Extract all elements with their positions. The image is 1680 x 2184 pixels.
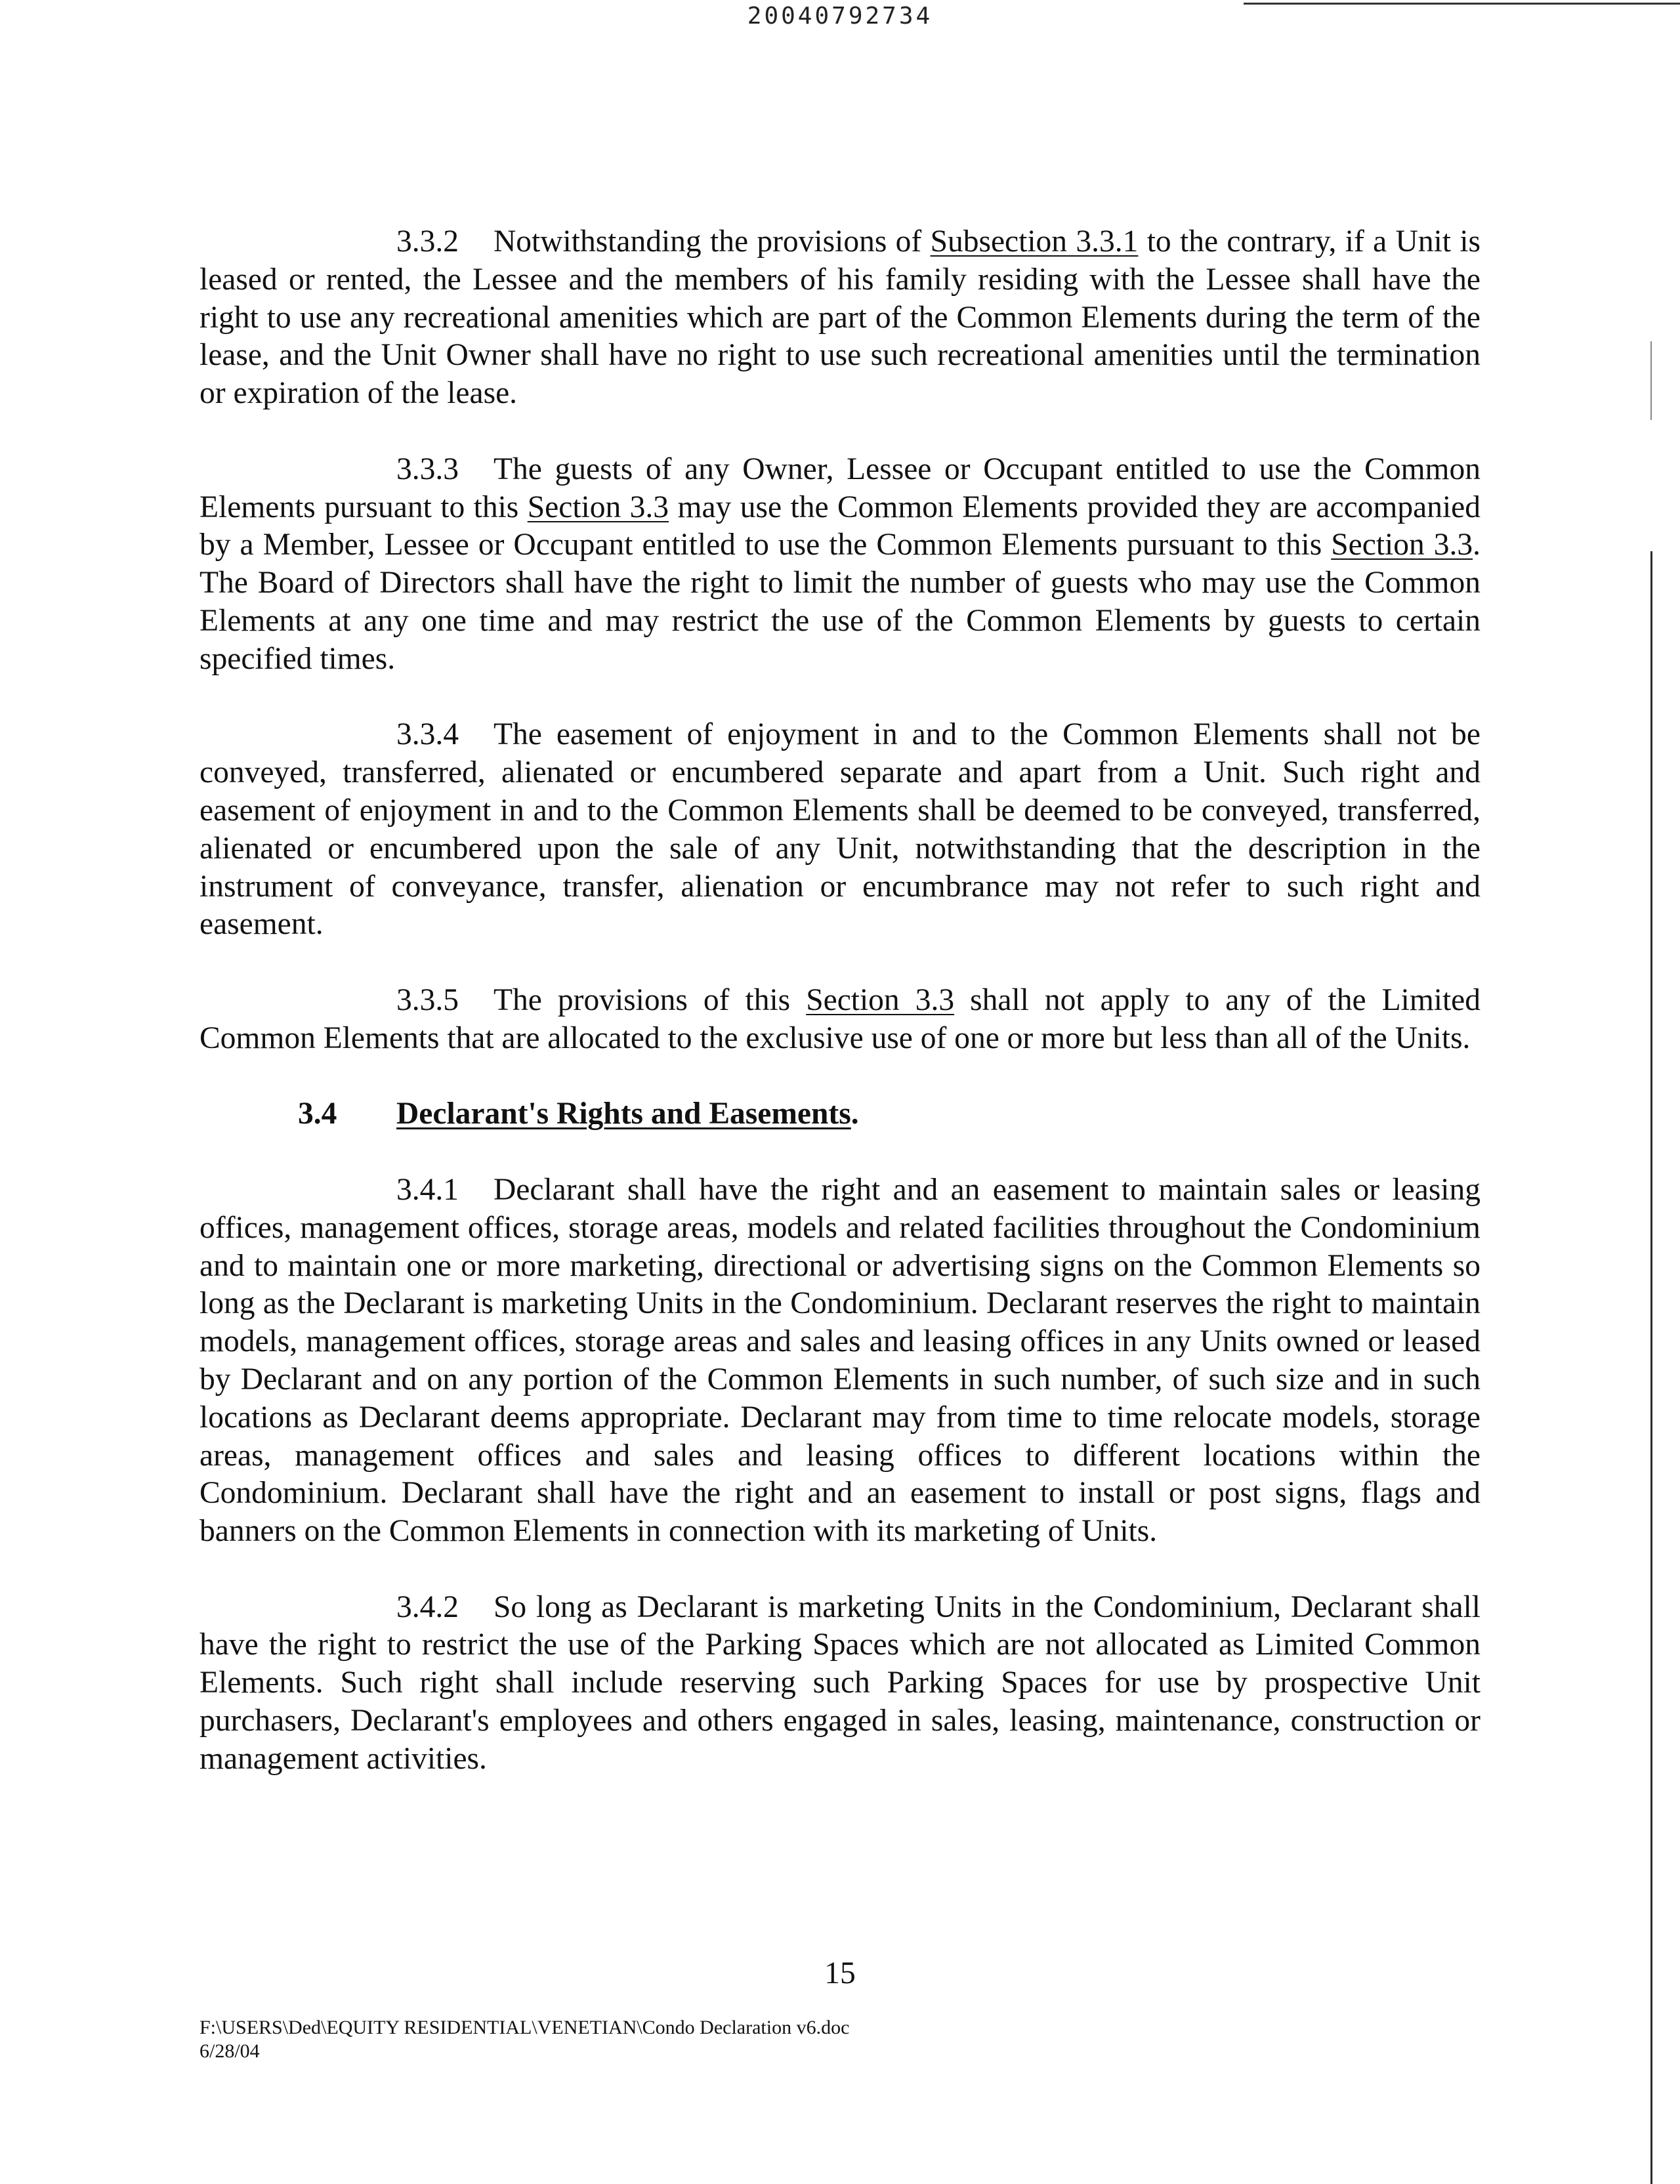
section-reference: Section 3.3 (806, 982, 955, 1017)
paragraph-3-3-3: 3.3.3 The guests of any Owner, Lessee or Occupant entitled to use the Common Elements pursuant to this Section 3.3 may use the Common Elements provided they are accompanied by a Member, Lessee or Occupant entitled to use the Common Elements pursuant to this Section 3.3. The Board of Directors shall have the right to limit the number of guests who may use the Common Elements at any one time and may restrict the use of the Common Elements by guests to certain specified times. (200, 452, 1480, 676)
top-edge-line (1244, 3, 1680, 5)
paragraph-3-3-4: 3.3.4 The easement of enjoyment in and to the Common Elements shall not be conveyed, transferred, alienated or encumbered separate and apart from a Unit. Such right and easement of enjoyment in and to the Common Elements shall be deemed to be conveyed, transferred, alienated or encumbered upon the sale of any Unit, notwithstanding that the description in the instrument of conveyance, transfer, alienation or encumbrance may not refer to such right and easement. (200, 717, 1480, 942)
section-number: 3.3.5 (396, 982, 459, 1017)
document-stamp-number: 20040792734 (747, 3, 933, 30)
page-number: 15 (824, 1956, 856, 1990)
document-body (200, 223, 1480, 1778)
margin-mark (1650, 341, 1652, 420)
heading-number: 3.4 (298, 1097, 337, 1131)
paragraph-3-3-2: 3.3.2 Notwithstanding the provisions of Subsection 3.3.1 to the contrary, if a Unit is leased or rented, the Lessee and the members of his family residing with the Lessee shall have the right to use any recreational amenities which are part of the Common Elements during the term of the lease, and the Unit Owner shall have no right to use such recreational amenities until the termination or expiration of the lease. (200, 224, 1480, 411)
footer-date: 6/28/04 (200, 2040, 260, 2062)
section-number: 3.3.2 (396, 224, 459, 259)
paragraph-3-4-2: 3.4.2 So long as Declarant is marketing Units in the Condominium, Declarant shall have the right to restrict the use of the Parking Spaces which are not allocated as Limited Common Elements. Such right shall include reserving such Parking Spaces for use by prospective Unit purchasers, Declarant's employees and others engaged in sales, leasing, maintenance, construction or management activities. (200, 1589, 1480, 1776)
document-footer (200, 2016, 849, 2063)
section-heading-3-4: 3.4 Declarant's Rights and Easements. (200, 1095, 1480, 1133)
paragraph-3-4-1: 3.4.1 Declarant shall have the right and an easement to maintain sales or leasing offices, management offices, storage areas, models and related facilities throughout the Condominium and to maintain one or more marketing, directional or advertising signs on the Common Elements so long as the Declarant is marketing Units in the Condominium. Declarant reserves the right to maintain models, management offices, storage areas and sales and leasing offices in any Units owned or leased by Declarant and on any portion of the Common Elements in such number, of such size and in such locations as Declarant deems appropriate. Declarant may from time to time relocate models, storage areas, management offices and sales and leasing offices to different locations within the Condominium. Declarant shall have the right and an easement to install or post signs, flags and banners on the Common Elements in connection with its marketing of Units. (200, 1172, 1480, 1549)
section-reference: Section 3.3 (1331, 528, 1473, 562)
section-number: 3.4.2 (396, 1589, 459, 1624)
section-number: 3.4.1 (396, 1172, 459, 1207)
paragraph-3-3-5: 3.3.5 The provisions of this Section 3.3 shall not apply to any of the Limited Common Elements that are allocated to the exclusive use of one or more but less than all of the Units. (200, 982, 1480, 1055)
file-path: F:\USERS\Ded\EQUITY RESIDENTIAL\VENETIAN\Condo Declaration v6.doc (200, 2017, 850, 2038)
section-number: 3.3.4 (396, 717, 459, 752)
heading-title: Declarant's Rights and Easements (396, 1097, 851, 1131)
section-reference: Section 3.3 (527, 490, 669, 524)
section-number: 3.3.3 (396, 452, 459, 486)
page-edge-rule (1650, 551, 1652, 2184)
section-reference: Subsection 3.3.1 (930, 224, 1139, 259)
